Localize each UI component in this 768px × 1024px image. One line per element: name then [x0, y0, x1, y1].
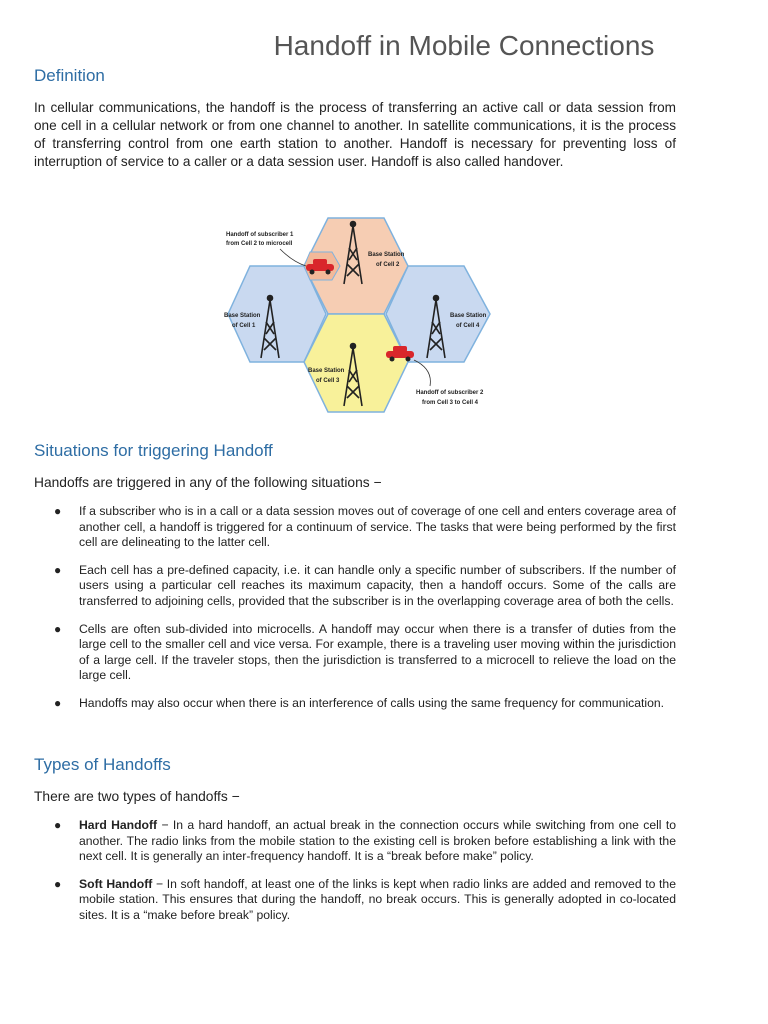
- label-cell4-line2: of Cell 4: [456, 323, 480, 329]
- definition-heading: Definition: [34, 66, 105, 85]
- list-item: ● Each cell has a pre-defined capacity, i.e. it can handle only a specific number of subscribers. If the number of users using a particular cell reaches its maximum capacity, then a handoff occurs. Some of the calls are transferred to adjoining cells, provided that the subscriber is in the overlapping coverage area of both the cells.: [54, 562, 676, 608]
- label-handoff2-line1: Handoff of subscriber 2: [416, 390, 484, 396]
- callout-line-subscriber1: [280, 249, 306, 266]
- types-intro: There are two types of handoffs −: [34, 789, 240, 804]
- definition-text: In cellular communications, the handoff is the process of transferring an active call or data session from one cell in a cellular network or from one channel to another. In satellite communications, it is the process of transferring control from one earth station to another. Handoff is necessary for preventing loss of interruption of service to a caller or a data session user. Handoff is also called handover.: [34, 100, 676, 169]
- types-heading: Types of Handoffs: [34, 755, 171, 774]
- label-handoff2-line2: from Cell 3 to Cell 4: [422, 400, 479, 406]
- list-item: ● Cells are often sub-divided into microcells. A handoff may occur when there is a transfer of duties from the large cell to the smaller cell and vice versa. For example, there is a traveling user moving within the jurisdiction of a large cell. If the traveler stops, then the jurisdiction is transferred to a microcell to relieve the load on the large cell.: [54, 621, 676, 683]
- label-cell3-line1: Base Station: [308, 368, 345, 374]
- label-cell1-line2: of Cell 1: [232, 323, 256, 329]
- hard-handoff-term: Hard Handoff: [79, 818, 158, 832]
- label-handoff1-line2: from Cell 2 to microcell: [226, 241, 293, 247]
- situations-list: [34, 504, 676, 724]
- handoff-diagram: [218, 214, 508, 414]
- label-cell1-line1: Base Station: [224, 313, 261, 319]
- label-cell4-line1: Base Station: [450, 313, 487, 319]
- soft-handoff-term: Soft Handoff: [79, 876, 153, 891]
- label-handoff1-line1: Handoff of subscriber 1: [226, 232, 294, 238]
- list-item: ● If a subscriber who is in a call or a data session moves out of coverage of one cell and enters coverage area of another cell, a handoff is triggered for a continuum of service. The tasks that were being performed by the first cell are delineating to the latter cell.: [54, 504, 676, 550]
- callout-line-subscriber2: [414, 360, 430, 386]
- types-list: [34, 818, 676, 936]
- label-cell2-line1: Base Station: [368, 252, 405, 258]
- label-cell3-line2: of Cell 3: [316, 378, 340, 384]
- situations-heading: Situations for triggering Handoff: [34, 441, 273, 460]
- list-item: ● Handoffs may also occur when there is an interference of calls using the same frequency for communication.: [54, 695, 665, 710]
- page-title: Handoff in Mobile Connections: [273, 30, 655, 61]
- label-cell2-line2: of Cell 2: [376, 262, 400, 268]
- situations-intro: Handoffs are triggered in any of the following situations −: [34, 475, 382, 490]
- list-item: ● Hard Handoff − In a hard handoff, an actual break in the connection occurs while switching from one cell to another. The radio links from the mobile station to the existing cell is broken before establishing a link with the next cell. It is generally an inter-frequency handoff. It is a “break before make” policy.: [54, 818, 676, 864]
- list-item: ● Soft Handoff − In soft handoff, at least one of the links is kept when radio links are added and removed to the mobile station. This ensures that during the handoff, no break occurs. This is generally adopted in co-located sites. It is a “make before break” policy.: [54, 876, 676, 922]
